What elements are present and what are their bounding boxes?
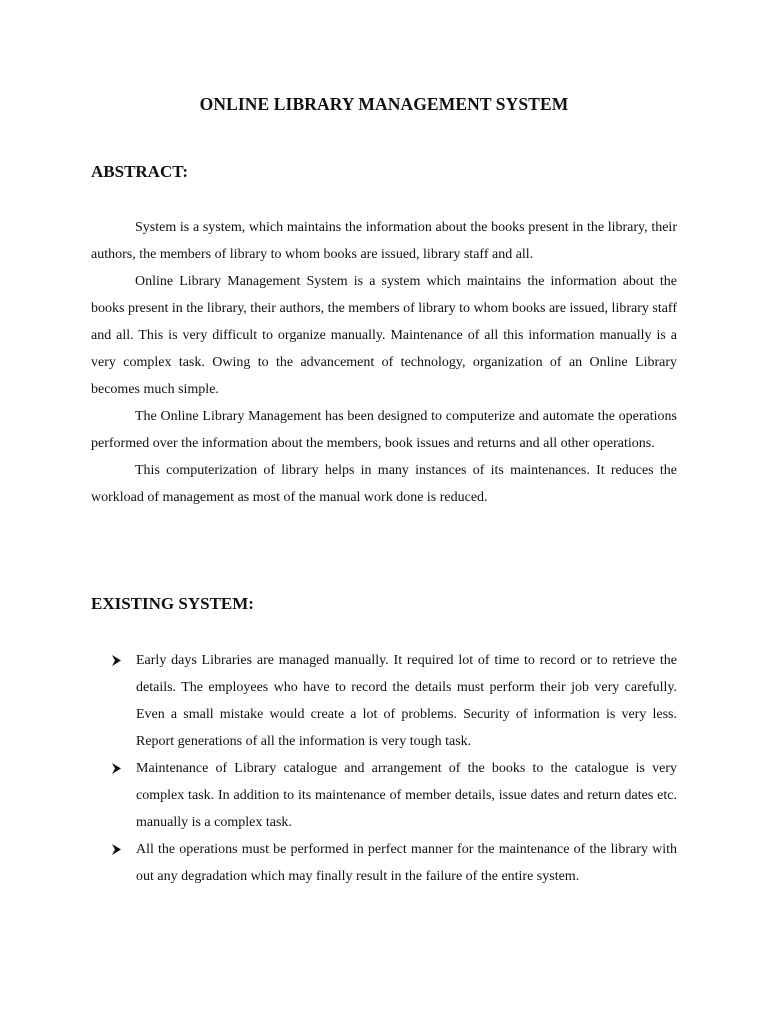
list-item — [112, 836, 677, 890]
abstract-paragraph: System is a system, which maintains the information about the books present in the library, their authors, the members of library to whom books are issued, library staff and all. — [91, 220, 677, 262]
existing-system-heading: EXISTING SYSTEM: — [91, 594, 254, 613]
list-item-text: Early days Libraries are managed manually. It required lot of time to record or to retrieve the details. The employees who have to record the details must perform their job very carefully. Even a small mistake would create a lot of problems. Security of information is very less. Report generations of all the information is very tough task. — [136, 653, 677, 749]
list-item — [112, 647, 677, 755]
arrow-bullet-icon — [112, 763, 121, 774]
list-item-text: All the operations must be performed in perfect manner for the maintenance of the library with out any degradation which may finally result in the failure of the entire system. — [136, 842, 677, 884]
abstract-paragraph: The Online Library Management has been designed to computerize and automate the operations performed over the information about the members, book issues and returns and all other operations. — [91, 409, 677, 451]
arrow-bullet-icon — [112, 844, 121, 855]
list-item — [112, 755, 677, 836]
abstract-heading: ABSTRACT: — [91, 162, 188, 181]
abstract-paragraph: Online Library Management System is a system which maintains the information about the books present in the library, their authors, the members of library to whom books are issued, library staff and all. This is very difficult to organize manually. Maintenance of all this information manually is a very complex task. Owing to the advancement of technology, organization of an Online Library becomes much simple. — [91, 274, 677, 397]
arrow-bullet-icon — [112, 655, 121, 666]
abstract-paragraph: This computerization of library helps in many instances of its maintenances. It reduces the workload of management as most of the manual work done is reduced. — [91, 463, 677, 505]
existing-system-list — [112, 647, 677, 890]
list-item-text: Maintenance of Library catalogue and arrangement of the books to the catalogue is very complex task. In addition to its maintenance of member details, issue dates and return dates etc. manually is a complex task. — [136, 761, 677, 830]
abstract-body — [91, 214, 677, 511]
document-title: ONLINE LIBRARY MANAGEMENT SYSTEM — [199, 94, 569, 114]
